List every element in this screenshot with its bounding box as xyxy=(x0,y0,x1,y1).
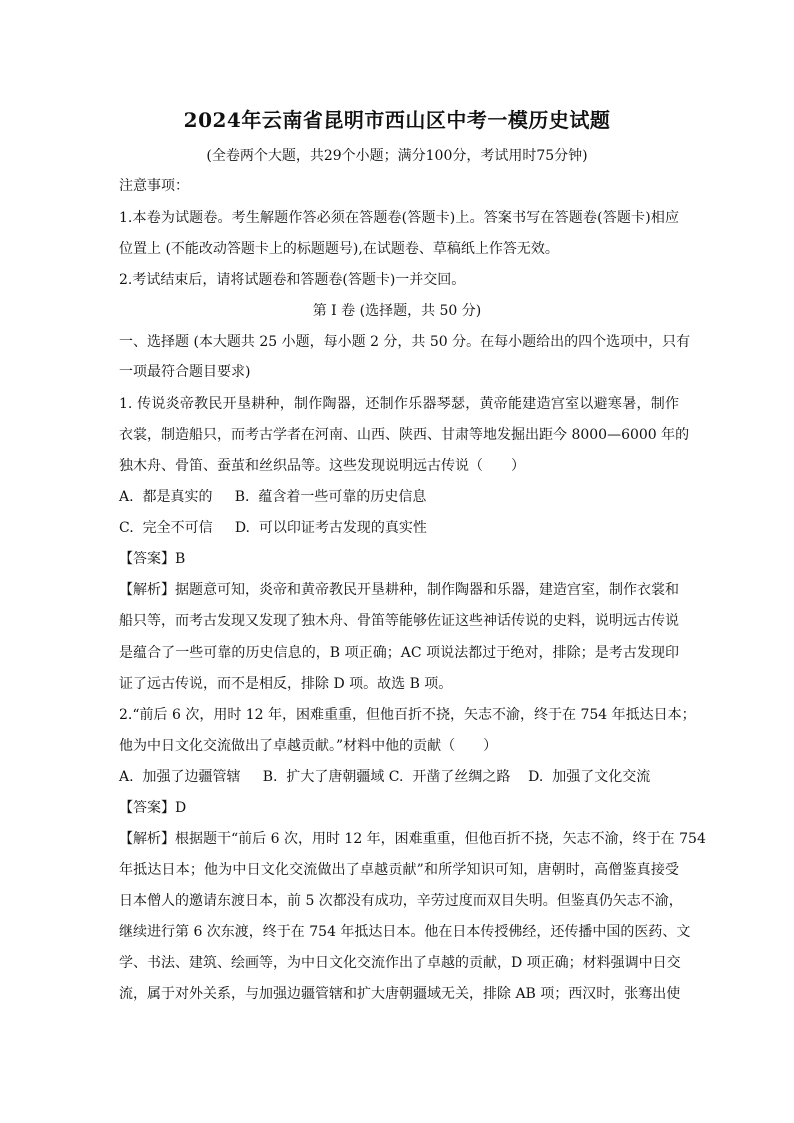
question-stem: 独木舟、骨笛、蚕茧和丝织品等。这些发现说明远古传说（ ） xyxy=(119,458,525,474)
question-options: A. 加强了边疆管辖 B. 扩大了唐朝疆域 C. 开凿了丝绸之路 D. 加强了文化交流 xyxy=(119,769,651,785)
question-options: C. 完全不可信 D. 可以印证考古发现的真实性 xyxy=(119,520,427,536)
analysis-line: 船只等，而考古发现又发现了独木舟、骨笛等能够佐证这些神话传说的史料，说明远古传说 xyxy=(119,613,679,629)
question-stem: 衣裳，制造船只，而考古学者在河南、山西、陕西、甘肃等地发掘出距今 8000—6000 年的 xyxy=(119,427,690,443)
notes-heading: 注意事项： xyxy=(119,178,189,194)
exam-info: (全卷两个大题，共29个小题；满分100分，考试用时75分钟) xyxy=(206,148,588,164)
analysis-line: 是蕴合了一些可靠的历史信息的，B 项正确；AC 项说法都过于绝对，排除；是考古发现印 xyxy=(119,645,679,661)
part-heading: 第 I 卷 (选择题，共 50 分) xyxy=(312,303,482,319)
note-line: 位置上 (不能改动答题卡上的标题题号),在试题卷、草稿纸上作答无效。 xyxy=(119,241,559,257)
analysis-line: 学、书法、建筑、绘画等，为中日文化交流作出了卓越的贡献，D 项正确；材料强调中日交 xyxy=(119,955,681,971)
analysis-line: 年抵达日本；他为中日文化交流做出了卓越贡献”和所学知识可知，唐朝时，高僧鉴真接受 xyxy=(119,862,679,878)
question-stem: 1. 传说炎帝教民开垦耕种，制作陶器，还制作乐器琴瑟，黄帝能建造宫室以避寒暑，制作 xyxy=(119,396,679,412)
analysis-line: 【解析】根据题干“前后 6 次，用时 12 年，困难重重，但他百折不挠，矢志不渝，终于在 754 xyxy=(119,831,706,847)
question-options: A. 都是真实的 B. 蕴含着一些可靠的历史信息 xyxy=(119,489,427,505)
analysis-line: 证了远古传说，而不是相反，排除 D 项。故选 B 项。 xyxy=(119,676,453,692)
page-title: 2024年云南省昆明市西山区中考一模历史试题 xyxy=(183,108,611,132)
question-stem: 他为中日文化交流做出了卓越贡献。”材料中他的贡献（ ） xyxy=(119,738,498,754)
analysis-line: 日本僧人的邀请东渡日本，前 5 次都没有成功，辛劳过度而双目失明。但鉴真仍矢志不渝， xyxy=(119,893,683,909)
answer-label: 【答案】D xyxy=(119,800,187,816)
analysis-line: 【解析】据题意可知，炎帝和黄帝教民开垦耕种，制作陶器和乐器，建造宫室，制作衣裳和 xyxy=(119,582,679,598)
analysis-line: 流，属于对外关系，与加强边疆管辖和扩大唐朝疆域无关，排除 AB 项；西汉时，张骞出使 xyxy=(119,986,681,1002)
note-line: 2.考试结束后，请将试题卷和答题卷(答题卡)一并交回。 xyxy=(119,272,466,288)
answer-label: 【答案】B xyxy=(119,551,186,567)
analysis-line: 继续进行第 6 次东渡，终于在 754 年抵达日本。他在日本传授佛经，还传播中国的医药、文 xyxy=(119,924,691,940)
note-line: 1.本卷为试题卷。考生解题作答必须在答题卷(答题卡)上。答案书写在答题卷(答题卡)相应 xyxy=(119,210,679,226)
section-heading: 一、选择题 (本大题共 25 小题，每小题 2 分，共 50 分。在每小题给出的四个选项中，只有 xyxy=(119,334,691,350)
section-heading: 一项最符合题目要求) xyxy=(119,364,251,380)
question-stem: 2.“前后 6 次，用时 12 年，困难重重，但他百折不挠，矢志不渝，终于在 754 年抵达日本； xyxy=(119,707,696,723)
